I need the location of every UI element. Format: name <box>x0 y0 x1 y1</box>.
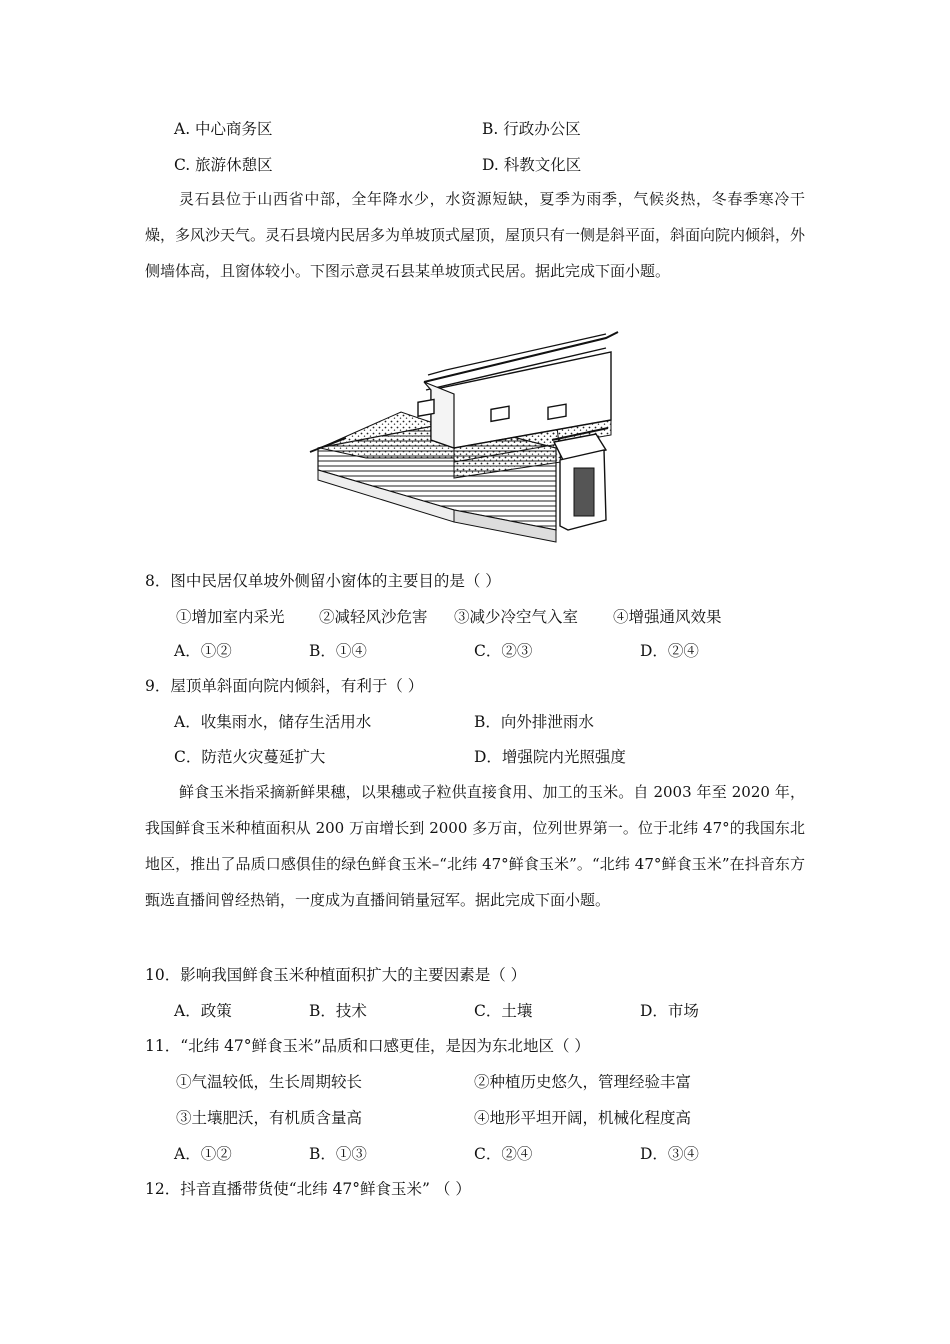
q10-option-c: C．土壤 <box>474 1002 533 1020</box>
q10-option-a: A．政策 <box>174 1002 232 1020</box>
q11-stem: 11．“北纬 47°鲜食玉米”品质和口感更佳，是因为东北地区（ ） <box>145 1037 590 1055</box>
single-slope-house-figure <box>306 330 622 552</box>
q11-statement-2: ②种植历史悠久，管理经验丰富 <box>474 1073 692 1091</box>
q8-option-c: C．②③ <box>474 642 533 660</box>
q9-stem: 9．屋顶单斜面向院内倾斜，有利于（ ） <box>145 677 424 695</box>
q7-option-c: C. 旅游休憩区 <box>174 156 273 174</box>
q11-option-d: D．③④ <box>640 1145 699 1163</box>
q10-stem: 10．影响我国鲜食玉米种植面积扩大的主要因素是（ ） <box>145 966 527 984</box>
q10-option-b: B．技术 <box>309 1002 367 1020</box>
q11-option-b: B．①③ <box>309 1145 367 1163</box>
q9-option-a: A．收集雨水，储存生活用水 <box>174 713 372 731</box>
passage-lingshi <box>145 181 805 289</box>
q8-option-a: A．①② <box>174 642 232 660</box>
q8-statement-2: ②减轻风沙危害 <box>319 608 428 626</box>
q9-option-c: C．防范火灾蔓延扩大 <box>174 748 326 766</box>
q7-option-a: A. 中心商务区 <box>174 120 273 138</box>
q11-statement-1: ①气温较低，生长周期较长 <box>176 1073 363 1091</box>
q11-option-a: A．①② <box>174 1145 232 1163</box>
passage-fresh-corn-text: 鲜食玉米指采摘新鲜果穗，以果穗或子粒供直接食用、加工的玉米。自 2003 年至 2020 年，我国鲜食玉米种植面积从 200 万亩增长到 2000 多万亩，位列世界第一。位于北纬 47°的我国东北地区，推出了品质口感俱佳的绿色鲜食玉米–“北纬 47°鲜食玉米”。“北纬 47°鲜食玉米”在抖音东方甄选直播间曾经热销，一度成为直播间销量冠军。据此完成下面小题。 <box>145 783 805 909</box>
q8-statement-4: ④增强通风效果 <box>613 608 722 626</box>
q9-option-d: D．增强院内光照强度 <box>474 748 626 766</box>
q10-option-d: D．市场 <box>640 1002 699 1020</box>
passage-lingshi-text: 灵石县位于山西省中部，全年降水少，水资源短缺，夏季为雨季，气候炎热，冬春季寒冷干燥，多风沙天气。灵石县境内民居多为单坡顶式屋顶，屋顶只有一侧是斜平面，斜面向院内倾斜，外侧墙体高，且窗体较小。下图示意灵石县某单坡顶式民居。据此完成下面小题。 <box>145 190 806 280</box>
q11-statement-3: ③土壤肥沃，有机质含量高 <box>176 1109 363 1127</box>
q8-statement-1: ①增加室内采光 <box>176 608 285 626</box>
q8-option-d: D．②④ <box>640 642 699 660</box>
q11-option-c: C．②④ <box>474 1145 533 1163</box>
q8-statement-3: ③减少冷空气入室 <box>454 608 579 626</box>
q7-option-b: B. 行政办公区 <box>482 120 581 138</box>
q12-stem: 12．抖音直播带货使“北纬 47°鲜食玉米” （ ） <box>145 1180 471 1198</box>
q7-option-d: D. 科教文化区 <box>482 156 582 174</box>
q11-statement-4: ④地形平坦开阔，机械化程度高 <box>474 1109 692 1127</box>
q8-option-b: B．①④ <box>309 642 367 660</box>
passage-fresh-corn <box>145 774 805 918</box>
q8-stem: 8．图中民居仅单坡外侧留小窗体的主要目的是（ ） <box>145 572 501 590</box>
q9-option-b: B．向外排泄雨水 <box>474 713 594 731</box>
